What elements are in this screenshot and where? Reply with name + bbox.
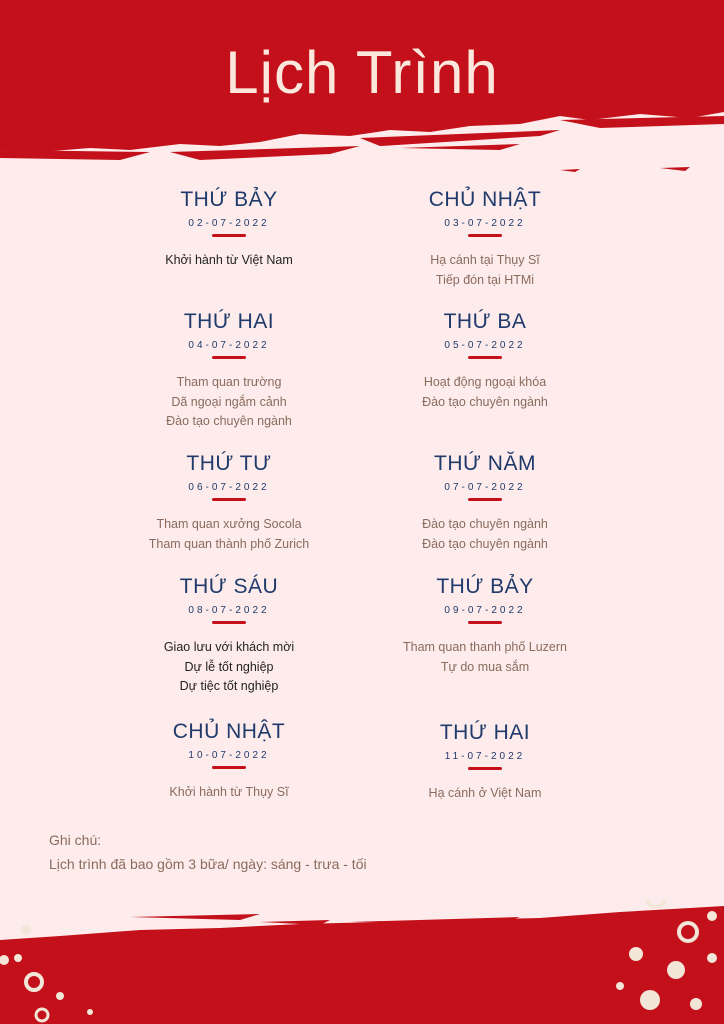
day-name: THỨ SÁU xyxy=(179,575,279,598)
day-underline xyxy=(468,234,502,237)
day-underline xyxy=(468,767,502,770)
activity-list xyxy=(99,638,359,697)
activity-item: Giao lưu với khách mời xyxy=(163,640,295,654)
note-text: Lịch trình đã bao gồm 3 bữa/ ngày: sáng - trưa - tối xyxy=(49,856,367,872)
day-underline xyxy=(212,498,246,501)
activity-item: Hạ cánh tại Thụy Sĩ xyxy=(430,253,540,267)
day-date: 11-07-2022 xyxy=(444,751,526,762)
day-underline xyxy=(212,356,246,359)
activity-list xyxy=(355,638,615,677)
activity-item: Khởi hành từ Việt Nam xyxy=(165,253,293,267)
activity-list xyxy=(355,784,615,804)
page-title: Lịch Trình xyxy=(225,39,499,106)
activity-list xyxy=(99,783,359,803)
day-underline xyxy=(468,498,502,501)
activity-item: Tham quan xưởng Socola xyxy=(156,517,302,531)
day-name: THỨ BA xyxy=(443,310,527,333)
activity-item: Hạ cánh ở Việt Nam xyxy=(428,786,542,800)
day-underline xyxy=(212,621,246,624)
activity-item: Tham quan thanh phố Luzern xyxy=(402,640,567,654)
day-block-7 xyxy=(99,575,359,697)
activity-list xyxy=(99,251,359,271)
day-block-1 xyxy=(99,188,359,271)
activity-item: Đào tạo chuyên ngành xyxy=(422,394,548,409)
activity-item: Khởi hành từ Thụy Sĩ xyxy=(169,785,289,799)
day-date: 07-07-2022 xyxy=(444,482,526,493)
day-date: 04-07-2022 xyxy=(188,340,270,351)
activity-item: Tham quan thành phố Zurich xyxy=(148,536,310,551)
day-date: 03-07-2022 xyxy=(444,218,526,229)
activity-item: Dã ngoại ngắm cảnh xyxy=(171,394,287,409)
activity-item: Đào tạo chuyên ngành xyxy=(422,517,548,531)
day-date: 06-07-2022 xyxy=(188,482,270,493)
day-block-2 xyxy=(355,188,615,290)
day-block-4 xyxy=(355,310,615,412)
activity-list xyxy=(99,373,359,432)
day-name: THỨ HAI xyxy=(439,721,531,744)
day-underline xyxy=(212,766,246,769)
day-date: 08-07-2022 xyxy=(188,605,270,616)
activity-list xyxy=(99,515,359,554)
day-block-8 xyxy=(355,575,615,677)
activity-item: Dự tiệc tốt nghiệp xyxy=(179,679,279,693)
day-underline xyxy=(468,356,502,359)
day-block-5 xyxy=(99,452,359,554)
activity-item: Dự lễ tốt nghiệp xyxy=(184,659,274,674)
day-name: THỨ TƯ xyxy=(186,452,272,475)
day-name: THỨ HAI xyxy=(183,310,275,333)
day-underline xyxy=(468,621,502,624)
activity-list xyxy=(355,373,615,412)
day-block-3 xyxy=(99,310,359,432)
day-date: 02-07-2022 xyxy=(188,218,270,229)
day-date: 05-07-2022 xyxy=(444,340,526,351)
activity-item: Đào tạo chuyên ngành xyxy=(166,414,292,428)
day-date: 09-07-2022 xyxy=(444,605,526,616)
day-underline xyxy=(212,234,246,237)
day-name: THỨ NĂM xyxy=(434,452,536,475)
activity-item: Tự do mua sắm xyxy=(440,659,530,674)
activity-item: Tham quan trường xyxy=(176,375,282,389)
day-name: CHỦ NHẬT xyxy=(428,188,542,211)
bottom-brush-band xyxy=(0,900,724,1024)
day-name: THỨ BẢY xyxy=(436,575,534,598)
activity-list xyxy=(355,515,615,554)
activity-item: Tiếp đón tại HTMi xyxy=(435,272,535,287)
day-block-9 xyxy=(99,720,359,803)
activity-item: Đào tạo chuyên ngành xyxy=(422,536,548,551)
day-name: CHỦ NHẬT xyxy=(172,720,286,743)
day-name: THỨ BẢY xyxy=(180,188,278,211)
day-block-10 xyxy=(355,721,615,804)
note-section xyxy=(49,832,367,872)
activity-list xyxy=(355,251,615,290)
day-block-6 xyxy=(355,452,615,554)
day-date: 10-07-2022 xyxy=(188,750,270,761)
note-title: Ghi chú: xyxy=(49,832,102,848)
activity-item: Hoạt động ngoại khóa xyxy=(423,375,547,389)
